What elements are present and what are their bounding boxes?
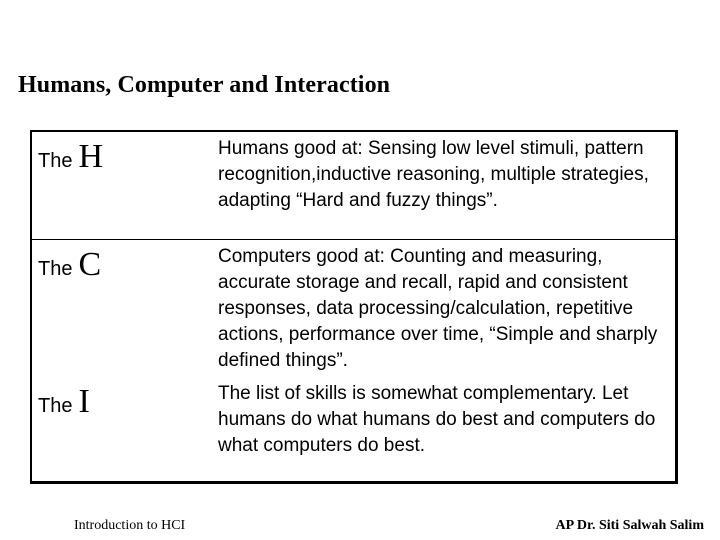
row-label-interaction xyxy=(38,383,90,421)
table-row-computers xyxy=(32,240,675,377)
row-description-computers: Computers good at: Counting and measuring, accurate storage and recall, rapid and consistent responses, data processing/calculation, repetitive actions, performance over time, “Simple and sharply defined things”. xyxy=(218,246,658,371)
comparison-table xyxy=(30,130,678,484)
row-label-computers xyxy=(38,246,101,284)
row-label-humans xyxy=(38,138,103,176)
table-row-interaction xyxy=(32,377,675,481)
row-label-prefix: The xyxy=(38,258,73,280)
row-label-letter: C xyxy=(78,246,102,283)
slide-title: Humans, Computer and Interaction xyxy=(18,72,391,98)
row-label-letter: H xyxy=(78,138,104,175)
row-label-letter: I xyxy=(78,383,90,420)
row-description-humans: Humans good at: Sensing low level stimuli, pattern recognition,inductive reasoning, multiple strategies, adapting “Hard and fuzzy things”. xyxy=(218,138,649,211)
row-label-prefix: The xyxy=(38,150,73,172)
footer-course-title: Introduction to HCI xyxy=(74,518,186,533)
footer-author: AP Dr. Siti Salwah Salim xyxy=(555,518,704,533)
row-label-prefix: The xyxy=(38,395,73,417)
row-description-interaction: The list of skills is somewhat complementary. Let humans do what humans do best and computers do what computers do best. xyxy=(218,383,656,456)
table-row-humans xyxy=(32,132,675,240)
